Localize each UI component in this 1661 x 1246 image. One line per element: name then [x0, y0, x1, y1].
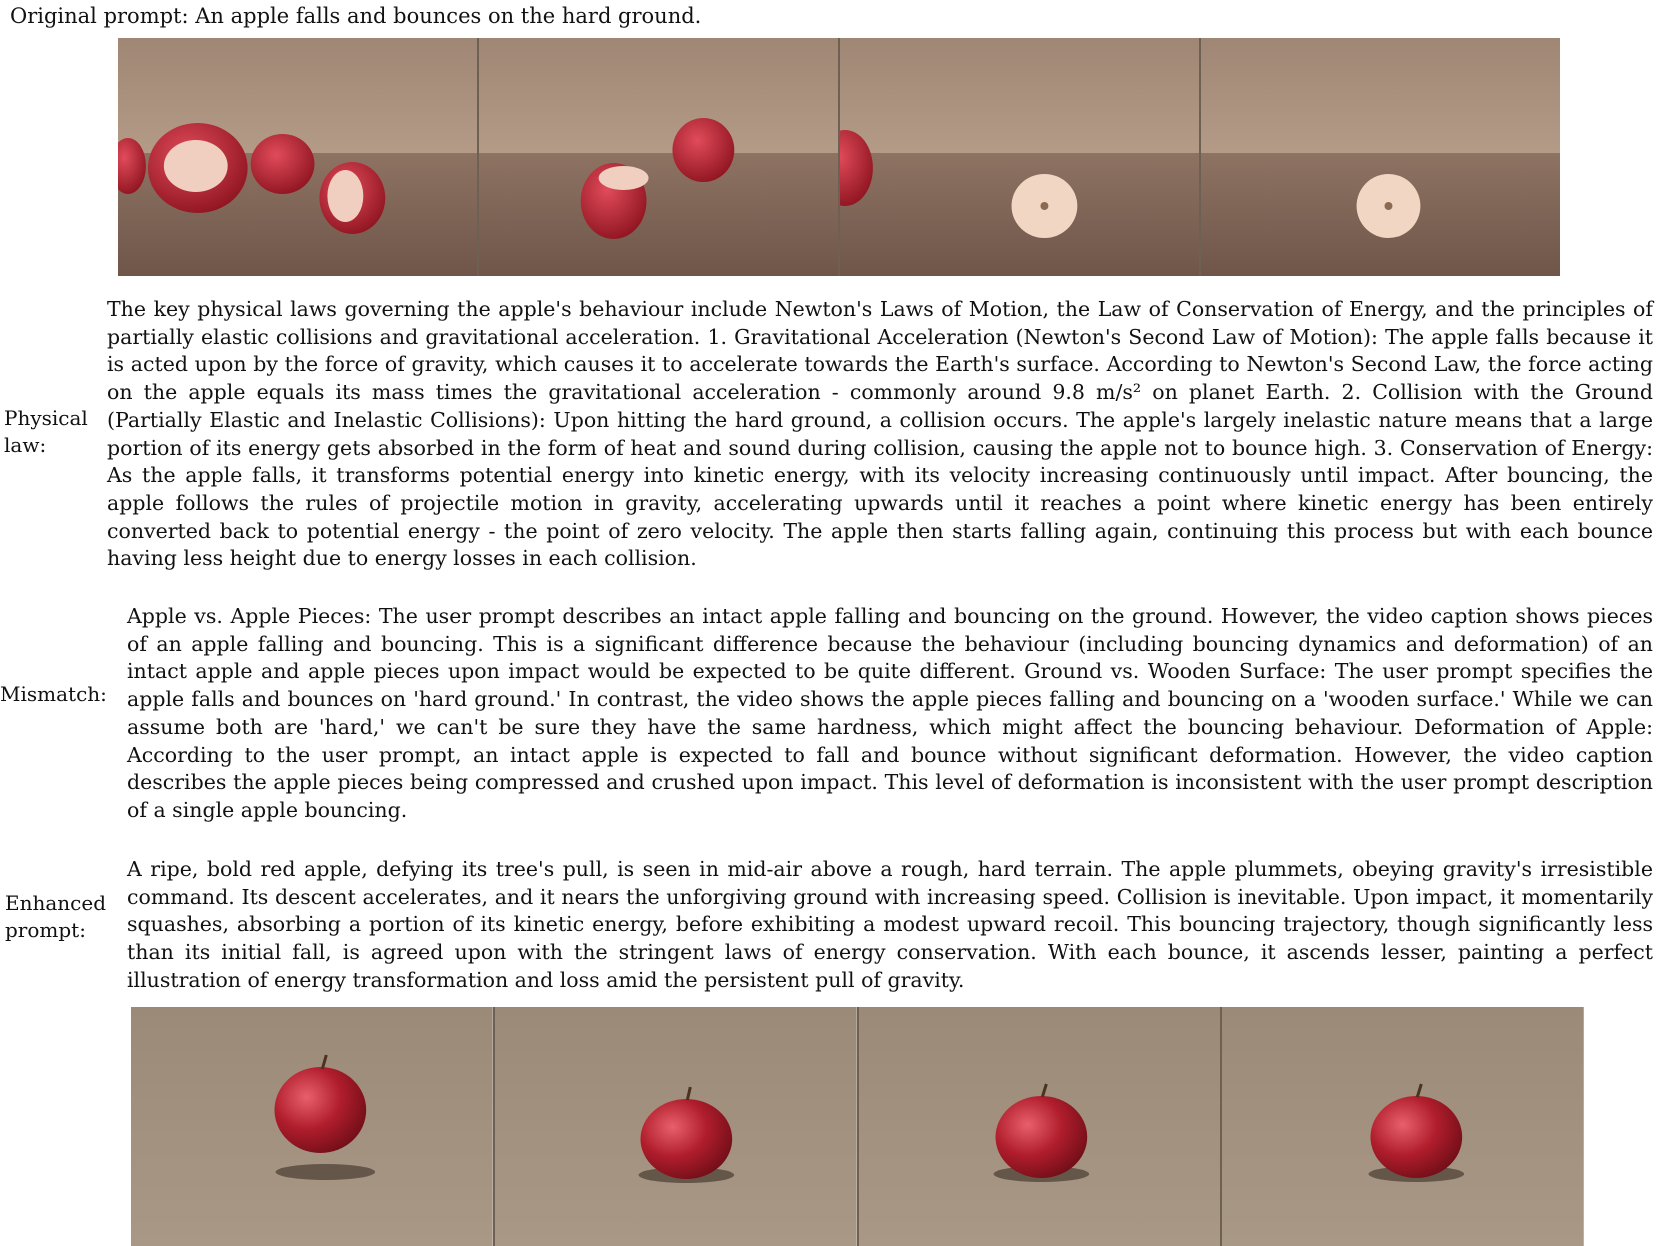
enhanced-frame-2 [495, 1007, 859, 1246]
original-video-frames [118, 38, 1560, 276]
mismatch-label: Mismatch: [0, 682, 107, 706]
enhanced-prompt-label [5, 890, 106, 944]
original-prompt-caption: Original prompt: An apple falls and bounces on the hard ground. [10, 4, 702, 28]
original-frame-2 [479, 38, 840, 276]
original-frame-1 [118, 38, 479, 276]
physical-law-label-line1: Physical [4, 406, 88, 430]
enhanced-video-frames [131, 1007, 1584, 1246]
physical-law-label-line2: law: [4, 433, 47, 457]
enhanced-prompt-label-line2: prompt: [5, 918, 86, 942]
original-frame-4 [1201, 38, 1560, 276]
enhanced-prompt-text: A ripe, bold red apple, defying its tree's pull, is seen in mid-air above a rough, hard terrain. The apple plummets, obeying gravity's irresistible command. Its descent accelerates, and it nears the unforgiving ground with increasing speed. Collision is inevitable. Upon impact, it momentarily squashes, absorbing a portion of its kinetic energy, before exhibiting a modest upward recoil. This bouncing trajectory, though significantly less than its initial fall, is agreed upon with the stringent laws of energy conservation. With each bounce, it ascends lesser, painting a perfect illustration of energy transformation and loss amid the persistent pull of gravity. [127, 857, 1653, 992]
physical-law-text: The key physical laws governing the apple's behaviour include Newton's Laws of Motion, the Law of Conservation of Energy, and the principles of partially elastic collisions and gravitational acceleration. 1. Gravitational Acceleration (Newton's Second Law of Motion): The apple falls because it is acted upon by the force of gravity, which causes it to accelerate towards the Earth's surface. According to Newton's Second Law, the force acting on the apple equals its mass times the gravitational acceleration - commonly around 9.8 m/s² on planet Earth. 2. Collision with the Ground (Partially Elastic and Inelastic Collisions): Upon hitting the hard ground, a collision occurs. The apple's largely inelastic nature means that a large portion of its energy gets absorbed in the form of heat and sound during collision, causing the apple not to bounce high. 3. Conservation of Energy: As the apple falls, it transforms potential energy into kinetic energy, with its velocity increasing continuously until impact. After bouncing, the apple follows the rules of projectile motion in gravity, accelerating upwards until it reaches a point where kinetic energy has been entirely converted back to potential energy - the point of zero velocity. The apple then starts falling again, continuing this process but with each bounce having less height due to energy losses in each collision. [107, 297, 1653, 571]
enhanced-frame-4 [1222, 1007, 1584, 1246]
enhanced-prompt-label-line1: Enhanced [5, 891, 107, 915]
enhanced-frame-1 [131, 1007, 495, 1246]
physical-law-label [4, 405, 88, 459]
mismatch-text: Apple vs. Apple Pieces: The user prompt describes an intact apple falling and bouncing on the ground. However, the video caption shows pieces of an apple falling and bouncing. This is a significant difference because the behaviour (including bouncing dynamics and deformation) of an intact apple and apple pieces upon impact would be expected to be quite different. Ground vs. Wooden Surface: The user prompt specifies the apple falls and bounces on 'hard ground.' In contrast, the video shows the apple pieces falling and bouncing on a 'wooden surface.' While we can assume both are 'hard,' we can't be sure they have the same hardness, which might affect the bouncing behaviour. Deformation of Apple: According to the user prompt, an intact apple is expected to fall and bounce without significant deformation. However, the video caption describes the apple pieces being compressed and crushed upon impact. This level of deformation is inconsistent with the user prompt description of a single apple bouncing. [127, 604, 1653, 822]
enhanced-frame-3 [859, 1007, 1223, 1246]
original-frame-3 [840, 38, 1201, 276]
